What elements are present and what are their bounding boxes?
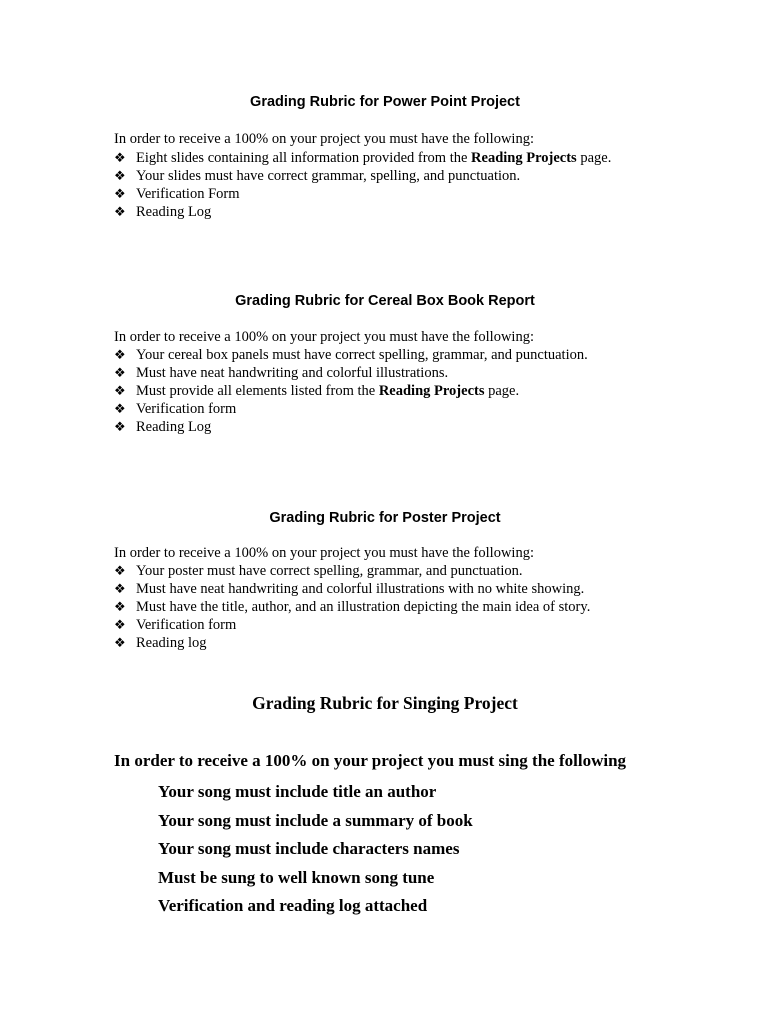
diamond-bullet-icon: ❖ [114,168,126,183]
diamond-bullet-icon: ❖ [114,150,126,165]
diamond-bullet-icon: ❖ [114,347,126,362]
diamond-bullet-icon: ❖ [114,204,126,219]
diamond-bullet-icon: ❖ [114,383,126,398]
list-item: ❖ Must have neat handwriting and colorful illustrations. [114,365,449,381]
poster-rubric [0,509,770,651]
section-intro: In order to receive a 100% on your project you must have the following: [114,131,534,147]
diamond-bullet-icon: ❖ [114,581,126,596]
diamond-bullet-icon: ❖ [114,419,126,434]
section-title: Grading Rubric for Power Point Project [250,94,520,110]
list-item: ❖ Must have neat handwriting and colorful illustrations with no white showing. [114,581,585,597]
requirements-list [114,562,590,652]
singing-title: Grading Rubric for Singing Project [252,693,518,713]
section-intro: In order to receive a 100% on your project you must have the following: [114,545,534,561]
cereal-box-rubric [0,292,770,435]
diamond-bullet-icon: ❖ [114,401,126,416]
list-item: ❖ Verification form [114,617,237,633]
list-item: ❖ Your cereal box panels must have correct spelling, grammar, and punctuation. [114,347,588,363]
diamond-bullet-icon: ❖ [114,365,126,380]
list-item: Your song must include characters names [158,839,460,859]
list-item: ❖ Verification form [114,401,237,417]
singing-intro: In order to receive a 100% on your project you must sing the following [114,751,627,770]
diamond-bullet-icon: ❖ [114,563,126,578]
list-item: ❖ Reading Log [114,419,212,435]
list-item: ❖ Must provide all elements listed from the Reading Projects page. [114,383,520,399]
list-item: ❖ Verification Form [114,186,240,202]
requirements-list [114,149,611,221]
requirements-list [114,346,588,436]
list-item: ❖ Your slides must have correct grammar, spelling, and punctuation. [114,168,521,184]
list-item: ❖ Must have the title, author, and an illustration depicting the main idea of story. [114,599,591,615]
section-intro: In order to receive a 100% on your project you must have the following: [114,329,534,345]
diamond-bullet-icon: ❖ [114,186,126,201]
diamond-bullet-icon: ❖ [114,617,126,632]
diamond-bullet-icon: ❖ [114,599,126,614]
section-title: Grading Rubric for Cereal Box Book Report [235,293,535,309]
list-item: Verification and reading log attached [158,896,428,916]
section-title: Grading Rubric for Poster Project [269,510,501,526]
list-item: Must be sung to well known song tune [158,867,435,887]
list-item: ❖ Eight slides containing all information provided from the Reading Projects page. [114,150,612,166]
diamond-bullet-icon: ❖ [114,635,126,650]
list-item: Your song must include title an author [158,782,437,801]
power-point-rubric [0,93,770,220]
list-item: ❖ Reading log [114,635,207,651]
list-item: Your song must include a summary of book [158,810,473,830]
singing-requirements-list [158,778,473,921]
list-item: ❖ Your poster must have correct spelling, grammar, and punctuation. [114,563,523,579]
list-item: ❖ Reading Log [114,204,212,220]
